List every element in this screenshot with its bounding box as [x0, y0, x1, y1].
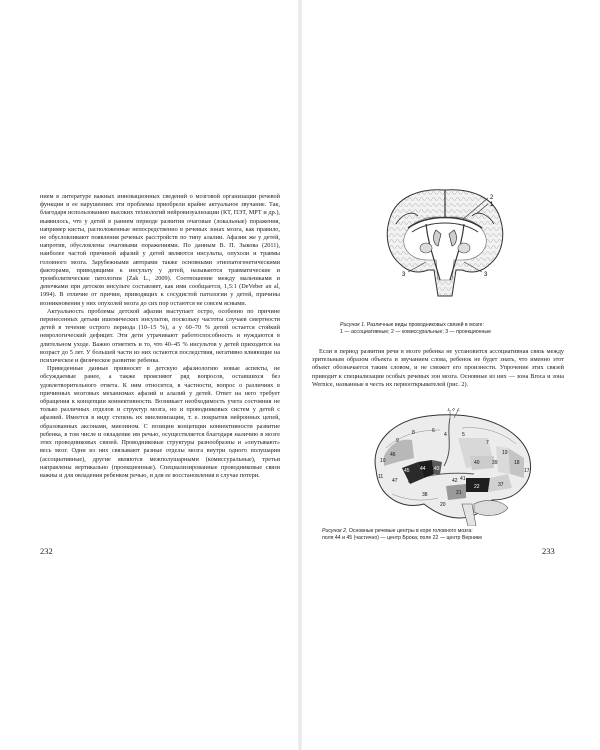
area-label-6: 6: [432, 428, 435, 434]
area-label-40: 40: [474, 460, 480, 466]
area-label-7: 7: [486, 440, 489, 446]
left-paragraph-1: нием в литературе важных инновационных сведений о мозговой организации речевой функции и ее нарушениях эти проблемы приобрели крайне актуальное звучание. Так, благодаря использованию высоких технологий нейровизуализации (КТ, ПЭТ, МРТ и др.), выявилось, что у детей в раннем периоде развития очаговые (локальные) поражения, например кисты, расположенные непосредственно в речевых зонах мозга, как правило, не обусловливают появления речевых расстройств по типу алалии. Афазии же у детей, напротив, обусловлены очаговыми поражениями. По данным В. П. Зыкова (2011), наиболее частой причиной афазий у детей являются инсульты, опухоли и травмы головного мозга. Зарубежными авторами также основными этиопатогенетическими факторами, приводящими к инсульту у детей, называются травматические и тромболитические патологии (Zak L., 2009). Соотношение между мальчиками и девочками при детском инсульте составляет, как ими сообщается, 1,5:1 (DeVeber an al, 1994). В отличие от причин, приводящих к сосудистой патологии у детей, причины возникновения у них опухолей мозга до сих пор остаются не совсем ясными.: [40, 193, 280, 307]
figure-2-caption-title: Основные речевые центры в коре головного мозга:: [348, 528, 473, 534]
area-label-39: 39: [492, 460, 498, 466]
area-label-17: 17: [524, 468, 530, 474]
figure-1-caption-title: Различные виды проводниковых связей в мозге:: [366, 322, 485, 328]
area-label-4: 4: [444, 432, 447, 438]
area-label-45: 45: [404, 468, 410, 474]
left-paragraph-3: Приведенные данные привносят в детскую афазиологию новые аспекты, не обсуждаемые ранее, а также проясняют ряд вопросов, оставшихся без удовлетворительного ответа. К ним относится, в частности, вопрос о различиях в причинных мозговых механизмах афазий и алалий у детей. Ответ на него требует обращения к концепции коннективности. Возникает необходимость учета состояния не только различных отделов и структур мозга, но и проводниковых систем у детей с афазией. Имеется в виду степень их миелинизации, т. е. покрытия нейронных цепей, образованных аксонами, миелином. С позиции концепции коннективности развитие ребенка, в том числе и овладение им речью, осуществляется благодаря наличию в мозге этих проводниковых связей. Проводниковые структуры разнообразны и «опутывают» весь мозг. Одни из них связывают разные отделы мозга внутри одного полушария (ассоциативные), другие являются межполушарными (комиссуральные), третьи направлены вертикально (проекционные). Специализированные проводниковые связи важны и для овладения ребенком речью, и для ее восстановления в случае потери.: [40, 365, 280, 479]
page-number-left: 232: [40, 546, 53, 556]
area-label-22: 22: [474, 484, 480, 490]
lateral-brain-illustration: [362, 408, 538, 526]
left-paragraph-2: Актуальность проблемы детской афазии выступает остро, особенно по причине перенесенных детьми ишемических инсультов, поскольку частоты случаев смертности детей в течение острого периода (10–15 %), а у 60–70 % детей остается стойкий неврологический дефицит. Эти дети утрачивают работоспособность и нуждаются в длительном уходе. Важно отметить и то, что 40–45 % инсультов у детей приходится на возраст до 5 лет. У большей части из них остаются последствия, негативно влияющие на психическое и физическое развитие ребенка.: [40, 307, 280, 365]
area-label-38: 38: [422, 492, 428, 498]
figure-2-caption-label: Рисунок 2.: [322, 528, 348, 534]
fig1-callout-2: 2: [490, 195, 494, 201]
figure-2-caption-legend: поля 44 и 45 (частично) — центр Брока; поле 22 — центр Вернике: [322, 535, 483, 541]
area-label-44: 44: [420, 466, 426, 472]
area-label-19: 19: [502, 450, 508, 456]
area-label-18: 18: [514, 460, 520, 466]
right-paragraph-1: Если в период развития речи в мозге ребенка не установится ассоциативная связь между зрительным образом объекта и звучанием слова, ребенок не будет знать, что именно этот объект обозначается таким словом, и не сможет его произнести. Упрочение этих связей приводит к специализации особых речевых зон мозга. Основные из них — зона Broca и зона Wernice, названные в честь их первооткрывателей (рис. 2).: [312, 348, 564, 388]
left-page-text-column: [40, 193, 280, 480]
figure-2-caption: [322, 528, 574, 542]
fig1-callout-1: 1: [490, 202, 494, 208]
area-label-42: 42: [452, 478, 458, 484]
area-label-47: 47: [392, 478, 398, 484]
figure-1-caption: [340, 322, 570, 336]
right-page-text-column: [312, 348, 564, 389]
area-label-9: 9: [396, 438, 399, 444]
figure-1-coronal-section: [378, 184, 512, 304]
area-label-5: 5: [462, 432, 465, 438]
page-number-right: 233: [542, 546, 555, 556]
area-label-3: 3: [452, 408, 455, 413]
area-label-43: 43: [434, 466, 440, 472]
area-label-8: 8: [412, 430, 415, 436]
fig1-callout-3-left: 3: [402, 272, 406, 278]
area-label-41: 41: [460, 476, 466, 482]
figure-1-caption-label: Рисунок 1.: [340, 322, 366, 328]
figure-1-caption-legend: 1 — ассоциативные; 2 — комиссуральные; 3 — проекционные: [340, 329, 492, 335]
coronal-brain-illustration: [378, 184, 512, 304]
area-label-21: 21: [456, 490, 462, 496]
area-label-37: 37: [498, 482, 504, 488]
figure-2-lateral-brain: [362, 408, 538, 526]
area-label-11: 11: [378, 474, 384, 480]
fig1-callout-3-right: 3: [484, 272, 488, 278]
area-label-2: 2: [457, 408, 460, 413]
area-label-46: 46: [390, 452, 396, 458]
area-label-10: 10: [380, 458, 386, 464]
area-label-20: 20: [440, 502, 446, 508]
area-label-1: 1: [447, 408, 450, 413]
